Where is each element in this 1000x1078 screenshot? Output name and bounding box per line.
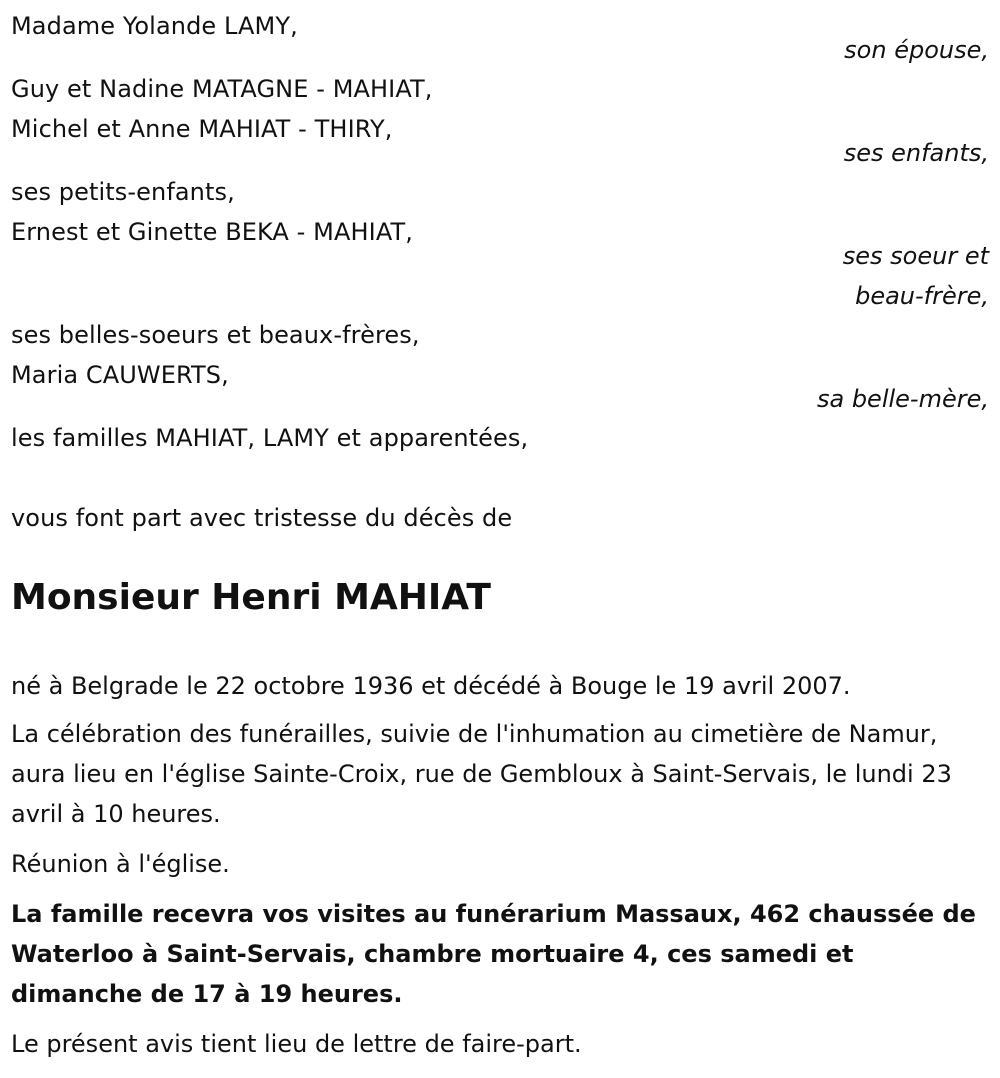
announcement-text: vous font part avec tristesse du décès de (11, 504, 513, 532)
closing-text: Le présent avis tient lieu de lettre de faire-part. (11, 1030, 582, 1058)
family-line-child-1: Guy et Nadine MATAGNE - MAHIAT, (11, 75, 433, 103)
gathering-text: Réunion à l'église. (11, 850, 230, 878)
family-line-sibling: Ernest et Ginette BEKA - MAHIAT, (11, 218, 413, 246)
family-line-grandchildren: ses petits-enfants, (11, 178, 235, 206)
deceased-name: Monsieur Henri MAHIAT (11, 577, 491, 618)
relation-sibling-2: beau-frère, (855, 282, 989, 310)
family-line-mother-in-law: Maria CAUWERTS, (11, 361, 229, 389)
relation-sibling-1: ses soeur et (842, 242, 989, 270)
relation-children: ses enfants, (843, 139, 989, 167)
family-line-families: les familles MAHIAT, LAMY et apparentées, (11, 424, 529, 452)
family-line-child-2: Michel et Anne MAHIAT - THIRY, (11, 115, 393, 143)
family-line-wife: Madame Yolande LAMY, (11, 12, 298, 40)
visits-text: La famille recevra vos visites au funérarium Massaux, 462 chaussée de Waterloo à Saint-Servais, chambre mortuaire 4, ces samedi et dimanche de 17 à 19 heures. (11, 900, 976, 1008)
birth-death-text: né à Belgrade le 22 octobre 1936 et décédé à Bouge le 19 avril 2007. (11, 672, 851, 700)
ceremony-text: La célébration des funérailles, suivie de l'inhumation au cimetière de Namur, aura lieu en l'église Sainte-Croix, rue de Gembloux à Saint-Servais, le lundi 23 avril à 10 heures. (11, 720, 952, 828)
relation-wife: son épouse, (844, 36, 989, 64)
relation-mother-in-law: sa belle-mère, (816, 385, 989, 413)
family-line-in-laws: ses belles-soeurs et beaux-frères, (11, 321, 420, 349)
